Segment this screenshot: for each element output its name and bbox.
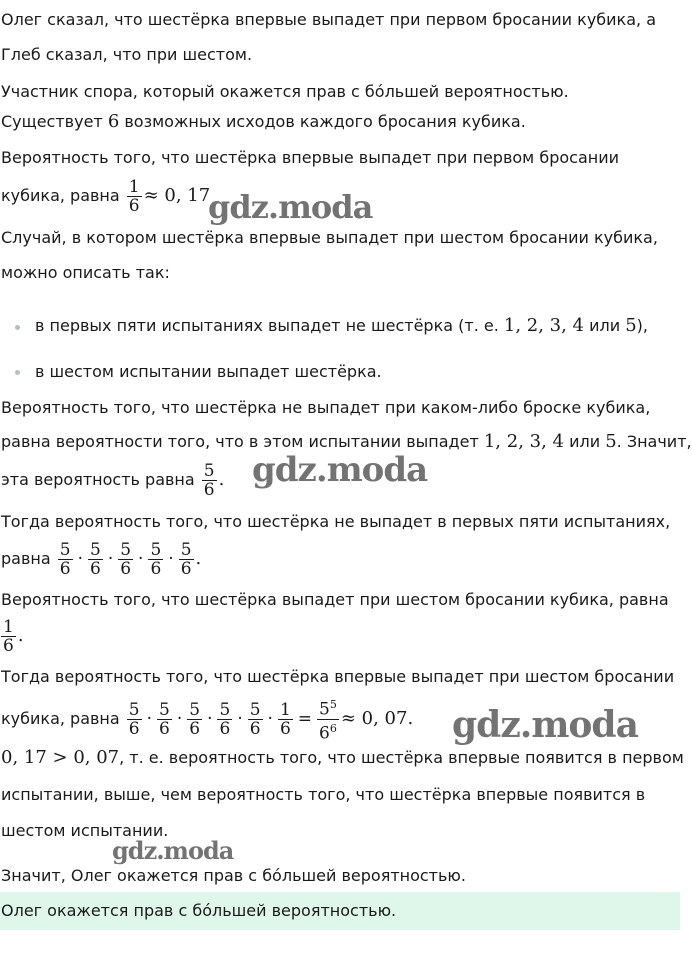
text-line: испытании, выше, чем вероятность того, что шестёрка впервые появится в	[1, 785, 646, 804]
text-span: возможных исходов каждого бросания кубика.	[119, 112, 526, 131]
text-line	[1, 174, 210, 218]
watermark-logo: gdz.moda	[112, 836, 234, 865]
text-line: кубика, равна $\frac{5}{6}$ · $\frac{5}{6}$ · $\frac{5}{6}$ · $\frac{5}{6}$ · $\frac{5}{6}$ · $\frac{1}{6}$ = $\frac{5^5}{6^6}$ ≈ 0, 07.	[1, 698, 414, 744]
text-line: Вероятность того, что шестёрка впервые выпадет при первом бросании	[1, 148, 620, 167]
text-line: Вероятность того, что шестёрка не выпадет при каком-либо броске кубика,	[1, 398, 651, 417]
fraction: $\frac{5}{6}$	[89, 540, 101, 579]
fraction: $\frac{1}{6}$	[3, 617, 14, 656]
text-span: кубика, равна	[1, 709, 125, 728]
fraction: $\frac{5^5}{6^6}$	[319, 698, 337, 744]
text-line: эта вероятность равна $\frac{5}{6}$ .	[1, 461, 225, 500]
fraction: $\frac{1}{6}$	[128, 177, 140, 216]
math-value: ≈ 0, 07.	[340, 708, 414, 729]
math-value: 5	[625, 315, 637, 336]
text-line: можно описать так:	[1, 263, 170, 282]
bullet-icon	[15, 370, 20, 375]
fraction: $\frac{5}{6}$	[203, 461, 215, 500]
text-line	[1, 112, 526, 132]
fraction: $\frac{5}{6}$	[120, 540, 132, 579]
answer-text: Олег окажется прав с бóльшей вероятностью.	[1, 901, 397, 920]
text-span: или	[584, 316, 626, 335]
fraction: $\frac{1}{6}$	[279, 700, 291, 739]
fraction: $\frac{5}{6}$	[150, 540, 162, 579]
text-line: шестом испытании.	[1, 821, 169, 840]
text-line: Тогда вероятность того, что шестёрка не выпадет в первых пяти испытаниях,	[1, 512, 671, 531]
text-line: равна $\frac{5}{6}$ · $\frac{5}{6}$ · $\frac{5}{6}$ · $\frac{5}{6}$ · $\frac{5}{6}$ .	[1, 540, 202, 579]
text-span: Существует	[1, 112, 108, 131]
list-item	[35, 316, 648, 336]
math-value: 1, 2, 3, 4	[483, 431, 564, 452]
fraction: $\frac{5}{6}$	[59, 540, 71, 579]
text-span: равна вероятности того, что в этом испытании выпадет	[1, 432, 484, 451]
text-span: или	[563, 432, 606, 451]
text-line: Тогда вероятность того, что шестёрка впервые выпадет при шестом бросании	[1, 667, 675, 686]
math-value: 6	[107, 111, 120, 132]
text-line: Случай, в котором шестёрка впервые выпадет при шестом бросании кубика,	[1, 228, 658, 247]
fraction: $\frac{5}{6}$	[180, 540, 192, 579]
math-value: 0, 17 > 0, 07	[1, 747, 120, 768]
bullet-icon	[15, 325, 20, 330]
text-line: Олег сказал, что шестёрка впервые выпадет при первом бросании кубика, а	[1, 10, 656, 29]
math-value: ≈ 0, 17	[143, 185, 211, 206]
text-line	[1, 748, 684, 768]
watermark-logo: gdz.moda	[452, 704, 638, 746]
text-span: в первых пяти испытаниях выпадет не шестёрка (т. е.	[35, 316, 504, 335]
text-line: Значит, Олег окажется прав с бóльшей вероятностью.	[1, 866, 466, 885]
fraction: $\frac{5}{6}$	[159, 700, 170, 739]
fraction: $\frac{5}{6}$	[189, 700, 201, 739]
text-line: $\frac{1}{6}$ .	[3, 617, 24, 656]
text-line	[1, 432, 692, 452]
watermark-logo: gdz.moda	[208, 188, 373, 226]
text-line: Вероятность того, что шестёрка выпадет при шестом бросании кубика, равна	[1, 590, 669, 609]
text-span: . Значит,	[616, 432, 692, 451]
text-line: Глеб сказал, что при шестом.	[1, 45, 253, 64]
watermark-logo: gdz.moda	[252, 450, 428, 490]
fraction: $\frac{5}{6}$	[128, 700, 140, 739]
text-line: Участник спора, который окажется прав с бóльшей вероятностью.	[1, 82, 569, 101]
math-value: 1, 2, 3, 4	[503, 315, 585, 336]
text-span: ),	[636, 316, 648, 335]
text-span: кубика, равна	[1, 186, 125, 205]
fraction: $\frac{5}{6}$	[219, 700, 231, 739]
fraction: $\frac{5}{6}$	[249, 700, 261, 739]
text-span: эта вероятность равна	[1, 470, 200, 489]
list-item: в шестом испытании выпадет шестёрка.	[35, 362, 382, 381]
text-span: , т. е. вероятность того, что шестёрка впервые появится в первом	[119, 748, 684, 767]
math-value: 5	[605, 431, 617, 452]
text-span: равна	[1, 549, 56, 568]
